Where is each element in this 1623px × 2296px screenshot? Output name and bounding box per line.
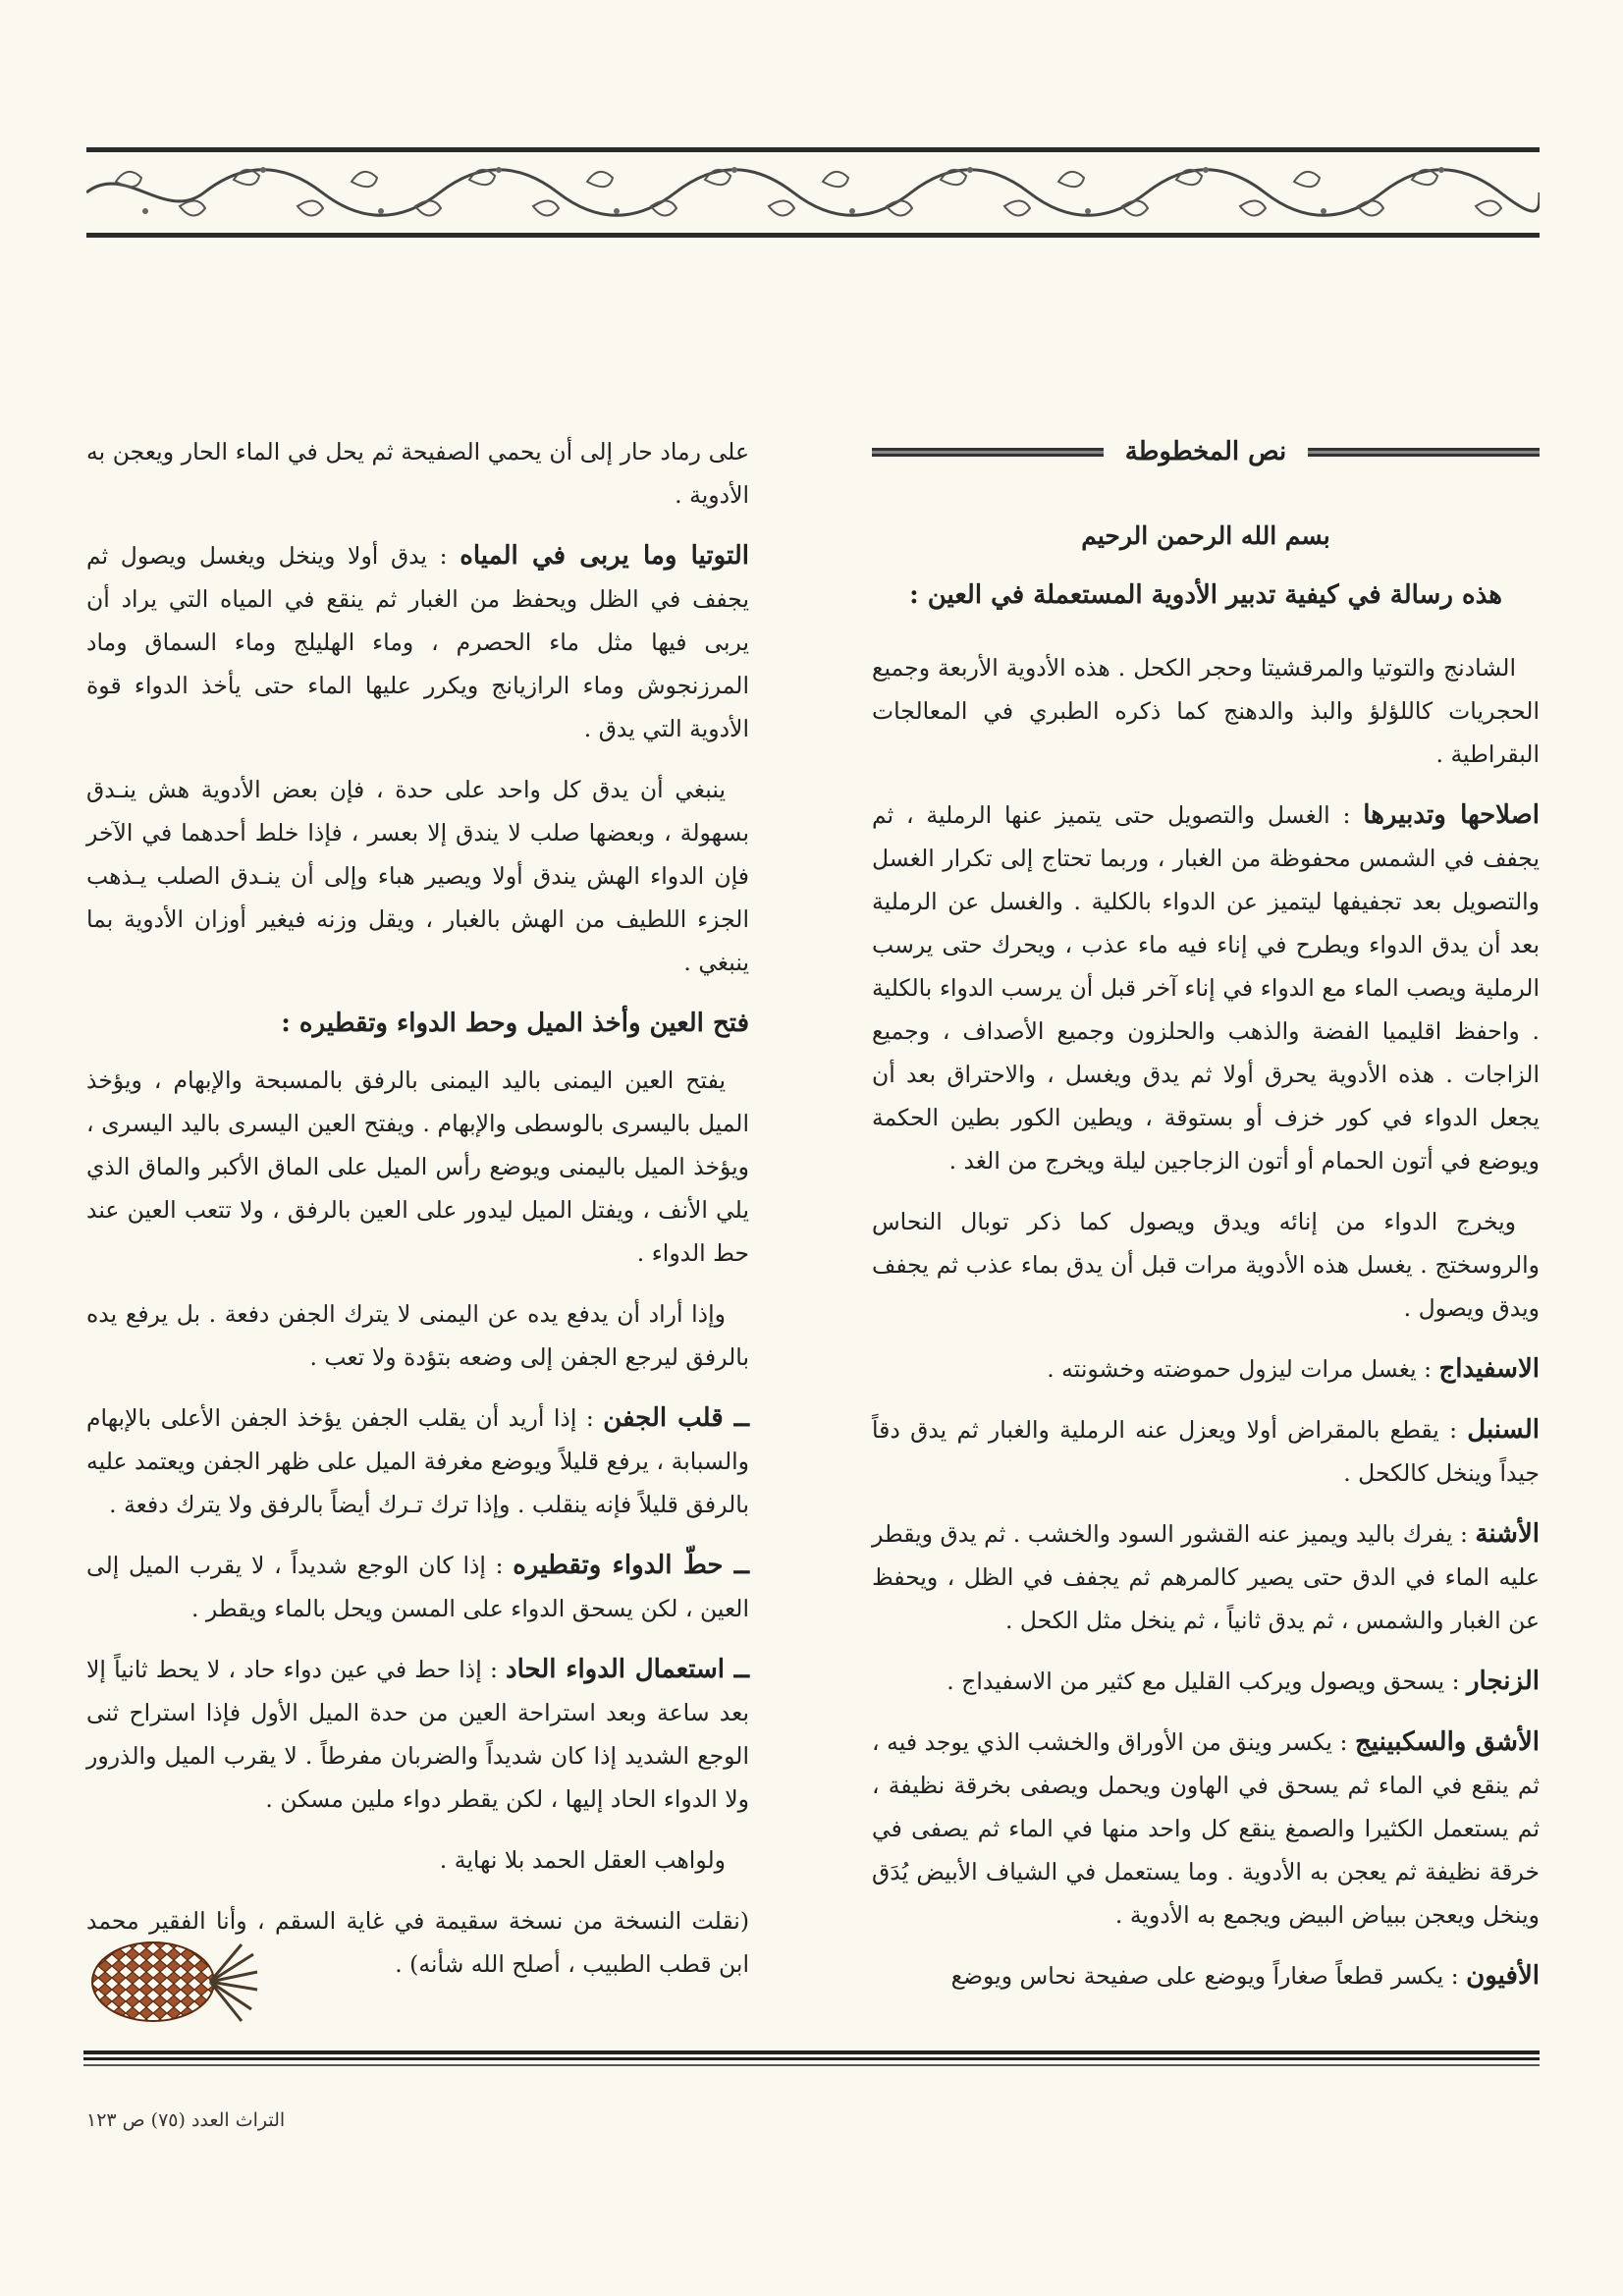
paragraph-text: : يغسل مرات ليزول حموضته وخشونته . bbox=[1047, 1355, 1439, 1383]
term: ــ قلب الجفن bbox=[603, 1403, 749, 1433]
term: التوتيا وما يربى في المياه bbox=[460, 541, 749, 571]
term: السنبل bbox=[1467, 1415, 1540, 1445]
paragraph: يفتح العين اليمنى باليد اليمنى بالرفق بالمسبحة والإبهام ، ويؤخذ الميل باليسرى بالوسطى والإبهام . ويفتح العين اليسرى باليد اليسرى ، ويؤخذ الميل باليمنى ويوضع رأس الميل على الماق الأكبر والماق الذي يلي الأنف ، ويفتل الميل ليدور على العين بالرفق ، ولا تتعب العين عند حط الدواء . bbox=[86, 1066, 749, 1267]
paragraph bbox=[86, 1648, 749, 1821]
term: الأفيون bbox=[1466, 1961, 1540, 1991]
page-footer bbox=[86, 2109, 479, 2131]
paragraph bbox=[872, 1408, 1540, 1495]
paragraph-text: : إذا كان الوجع شديداً ، لا يقرب الميل إلى العين ، لكن يسحق الدواء على المسن ويحل بالماء ويقطر . bbox=[86, 1552, 749, 1622]
colophon: (نقلت النسخة من نسخة سقيمة في غاية السقم ، وأنا الفقير محمد ابن قطب الطبيب ، أصلح الله شأنه) . bbox=[86, 1907, 749, 1978]
ornamental-header-band bbox=[86, 147, 1540, 238]
paragraph: ولواهب العقل الحمد بلا نهاية . bbox=[439, 1846, 726, 1874]
paragraph-text: : الغسل والتصويل حتى يتميز عنها الرملية ، ثم يجفف في الشمس محفوظة من الغبار ، وربما تحتاج إلى تكرار الغسل والتصويل بعد تجفيفها ليتميز عن الدواء بالكلية . والغسل عن الرملية بعد أن يدق الدواء ويطرح في إناء فيه ماء عذب ، ويحرك حتى يرسب الرملية ويصب الماء مع الدواء في إناء آخر قبل أن يرسب الدواء بالكلية . واحفظ اقليميا الفضة والذهب والحلزون وجميع الأصداف ، وجميع الزاجات . هذه الأدوية يحرق أولا ثم يدق ويغسل ، والاحتراق بعد أن يجعل الدواء في كور خزف أو بستوقة ، ويطين الكور بطين الحكمة ويوضع في أتون الحمام أو أتون الزجاجين ليلة ويخرج من الغد . bbox=[872, 801, 1540, 1175]
term: ــ استعمال الدواء الحاد bbox=[506, 1655, 749, 1684]
term: الأشنة bbox=[1475, 1519, 1540, 1549]
paragraph bbox=[86, 1396, 749, 1526]
section-header bbox=[872, 432, 1540, 471]
section-heading: فتح العين وأخذ الميل وحط الدواء وتقطيره : bbox=[281, 1009, 749, 1038]
paragraph bbox=[872, 1347, 1540, 1391]
paragraph bbox=[872, 1721, 1540, 1937]
journal-name: التراث bbox=[235, 2109, 286, 2131]
paragraph: وإذا أراد أن يدفع يده عن اليمنى لا يترك الجفن دفعة . بل يرفع يده بالرفق ليرجع الجفن إلى وضعه بتؤدة ولا تعب . bbox=[86, 1300, 749, 1371]
header-bar-right bbox=[1308, 448, 1540, 457]
paragraph-text: : يقطع بالمقراض أولا ويعزل عنه الرملية والغبار ثم يدق دقاً جيداً وينخل كالكحل . bbox=[872, 1416, 1540, 1487]
term: الاسفيداج bbox=[1438, 1354, 1540, 1384]
header-bar-left bbox=[872, 448, 1104, 457]
paragraph: ويخرج الدواء من إنائه ويدق ويصول كما ذكر توبال النحاس والروسختج . يغسل هذه الأدوية مرات قبل أن يدق بماء عذب ثم يجفف ويدق ويصول . bbox=[872, 1208, 1540, 1322]
paragraph-text: : يفرك باليد ويميز عنه القشور السود والخشب . ثم يدق ويقطر عليه الماء في الدق حتى يصير كالمرهم ثم يجفف في الظل ، ويحفظ عن الغبار والشمس ، ثم يدق ثانياً ، ثم ينخل مثل الكحل . bbox=[872, 1520, 1540, 1634]
paragraph: على رماد حار إلى أن يحمي الصفيحة ثم يحل في الماء الحار ويعجن به الأدوية . bbox=[86, 438, 749, 509]
paragraph-text: : يكسر وينق من الأوراق والخشب الذي يوجد فيه ، ثم ينقع في الماء ثم يسحق في الهاون ويحمل ويصفى بخرقة نظيفة ، ثم يستعمل الكثيرا والصمغ ينقع كل واحد منها في الماء ثم يصفى في خرقة نظيفة ثم يعجن به الأدوية . وما يستعمل في الشياف الأبيض يُدَق وينخل ويعجن ببياض البيض ويجمع به الأدوية . bbox=[872, 1728, 1540, 1929]
term: الأشق والسكبينيج bbox=[1354, 1727, 1540, 1757]
footer-rule-thin bbox=[83, 2064, 1540, 2066]
vine-ornament-icon bbox=[86, 152, 1540, 233]
paragraph bbox=[872, 1954, 1540, 1997]
right-column bbox=[872, 432, 1540, 2015]
term: اصلاحها وتدبيرها bbox=[1363, 800, 1540, 830]
left-column bbox=[86, 430, 749, 2003]
paragraph-text: : إذا أريد أن يقلب الجفن يؤخذ الجفن الأعلى بالإبهام والسبابة ، يرفع قليلاً ويوضع مغرفة الميل على ظهر الجفن ويعتمد عليه بالرفق قليلاً فإنه ينقلب . وإذا ترك تـرك أيضاً بالرفق ولا يترك دفعة . bbox=[86, 1404, 749, 1518]
paragraph-text: : إذا حط في عين دواء حاد ، لا يحط ثانياً إلا بعد ساعة وبعد استراحة العين من حدة الميل الأول فإذا استراح ثنى الوجع الشديد إذا كان شديداً والضربان مفرطاً . لا يقرب الميل والذرور ولا الدواء الحاد إليها ، لكن يقطر دواء ملين مسكن . bbox=[86, 1656, 749, 1813]
paragraph bbox=[872, 793, 1540, 1182]
paragraph-text: : يكسر قطعاً صغاراً ويوضع على صفيحة نحاس ويوضع bbox=[950, 1962, 1467, 1990]
basmala: بسم الله الرحمن الرحيم bbox=[1081, 521, 1330, 550]
paragraph-text: : يدق أولا وينخل ويغسل ويصول ثم يجفف في الظل ويحفظ من الغبار ثم ينقع في المياه التي يراد أن يربى فيها مثل ماء الحصرم ، وماء الهليلج وماء السماق وماد المرزنجوش وماء الرازيانج ويكرر عليها الماء حتى يأخذ الدواء قوة الأدوية التي يدق . bbox=[86, 542, 749, 742]
term: الزنجار bbox=[1467, 1667, 1540, 1696]
paragraph-text: : يسحق ويصول ويركب القليل مع كثير من الاسفيداج . bbox=[947, 1667, 1467, 1695]
paragraph bbox=[86, 1544, 749, 1630]
paragraph bbox=[86, 534, 749, 750]
paragraph bbox=[872, 1660, 1540, 1703]
paragraph: الشادنج والتوتيا والمرقشيتا وحجر الكحل . هذه الأدوية الأربعة وجميع الحجريات كاللؤلؤ والبذ والدهنج كما ذكره الطبري في المعالجات البقراطية . bbox=[872, 654, 1540, 768]
section-label: نص المخطوطة bbox=[1124, 437, 1287, 466]
paragraph: ينبغي أن يدق كل واحد على حدة ، فإن بعض الأدوية هش ينـدق بسهولة ، وبعضها صلب لا يندق إلا بعسر ، فإذا خلط أحدهما في الآخر فإن الدواء الهش يندق أولا ويصير هباء وإلى أن ينـدق الصلب يـذهب الجزء اللطيف من الهش بالغبار ، ويقل وزنه فيغير أوزان الأدوية بما ينبغي . bbox=[86, 776, 749, 976]
paragraph bbox=[872, 1512, 1540, 1642]
footer-rule bbox=[83, 2050, 1540, 2060]
term: ــ حطّ الدواء وتقطيره bbox=[513, 1551, 749, 1580]
pineapple-ornament-icon bbox=[84, 1925, 261, 2033]
manuscript-title: هذه رسالة في كيفية تدبير الأدوية المستعملة في العين : bbox=[909, 580, 1502, 610]
issue-page: العدد (٧٥) ص ١٢٣ bbox=[86, 2109, 230, 2131]
